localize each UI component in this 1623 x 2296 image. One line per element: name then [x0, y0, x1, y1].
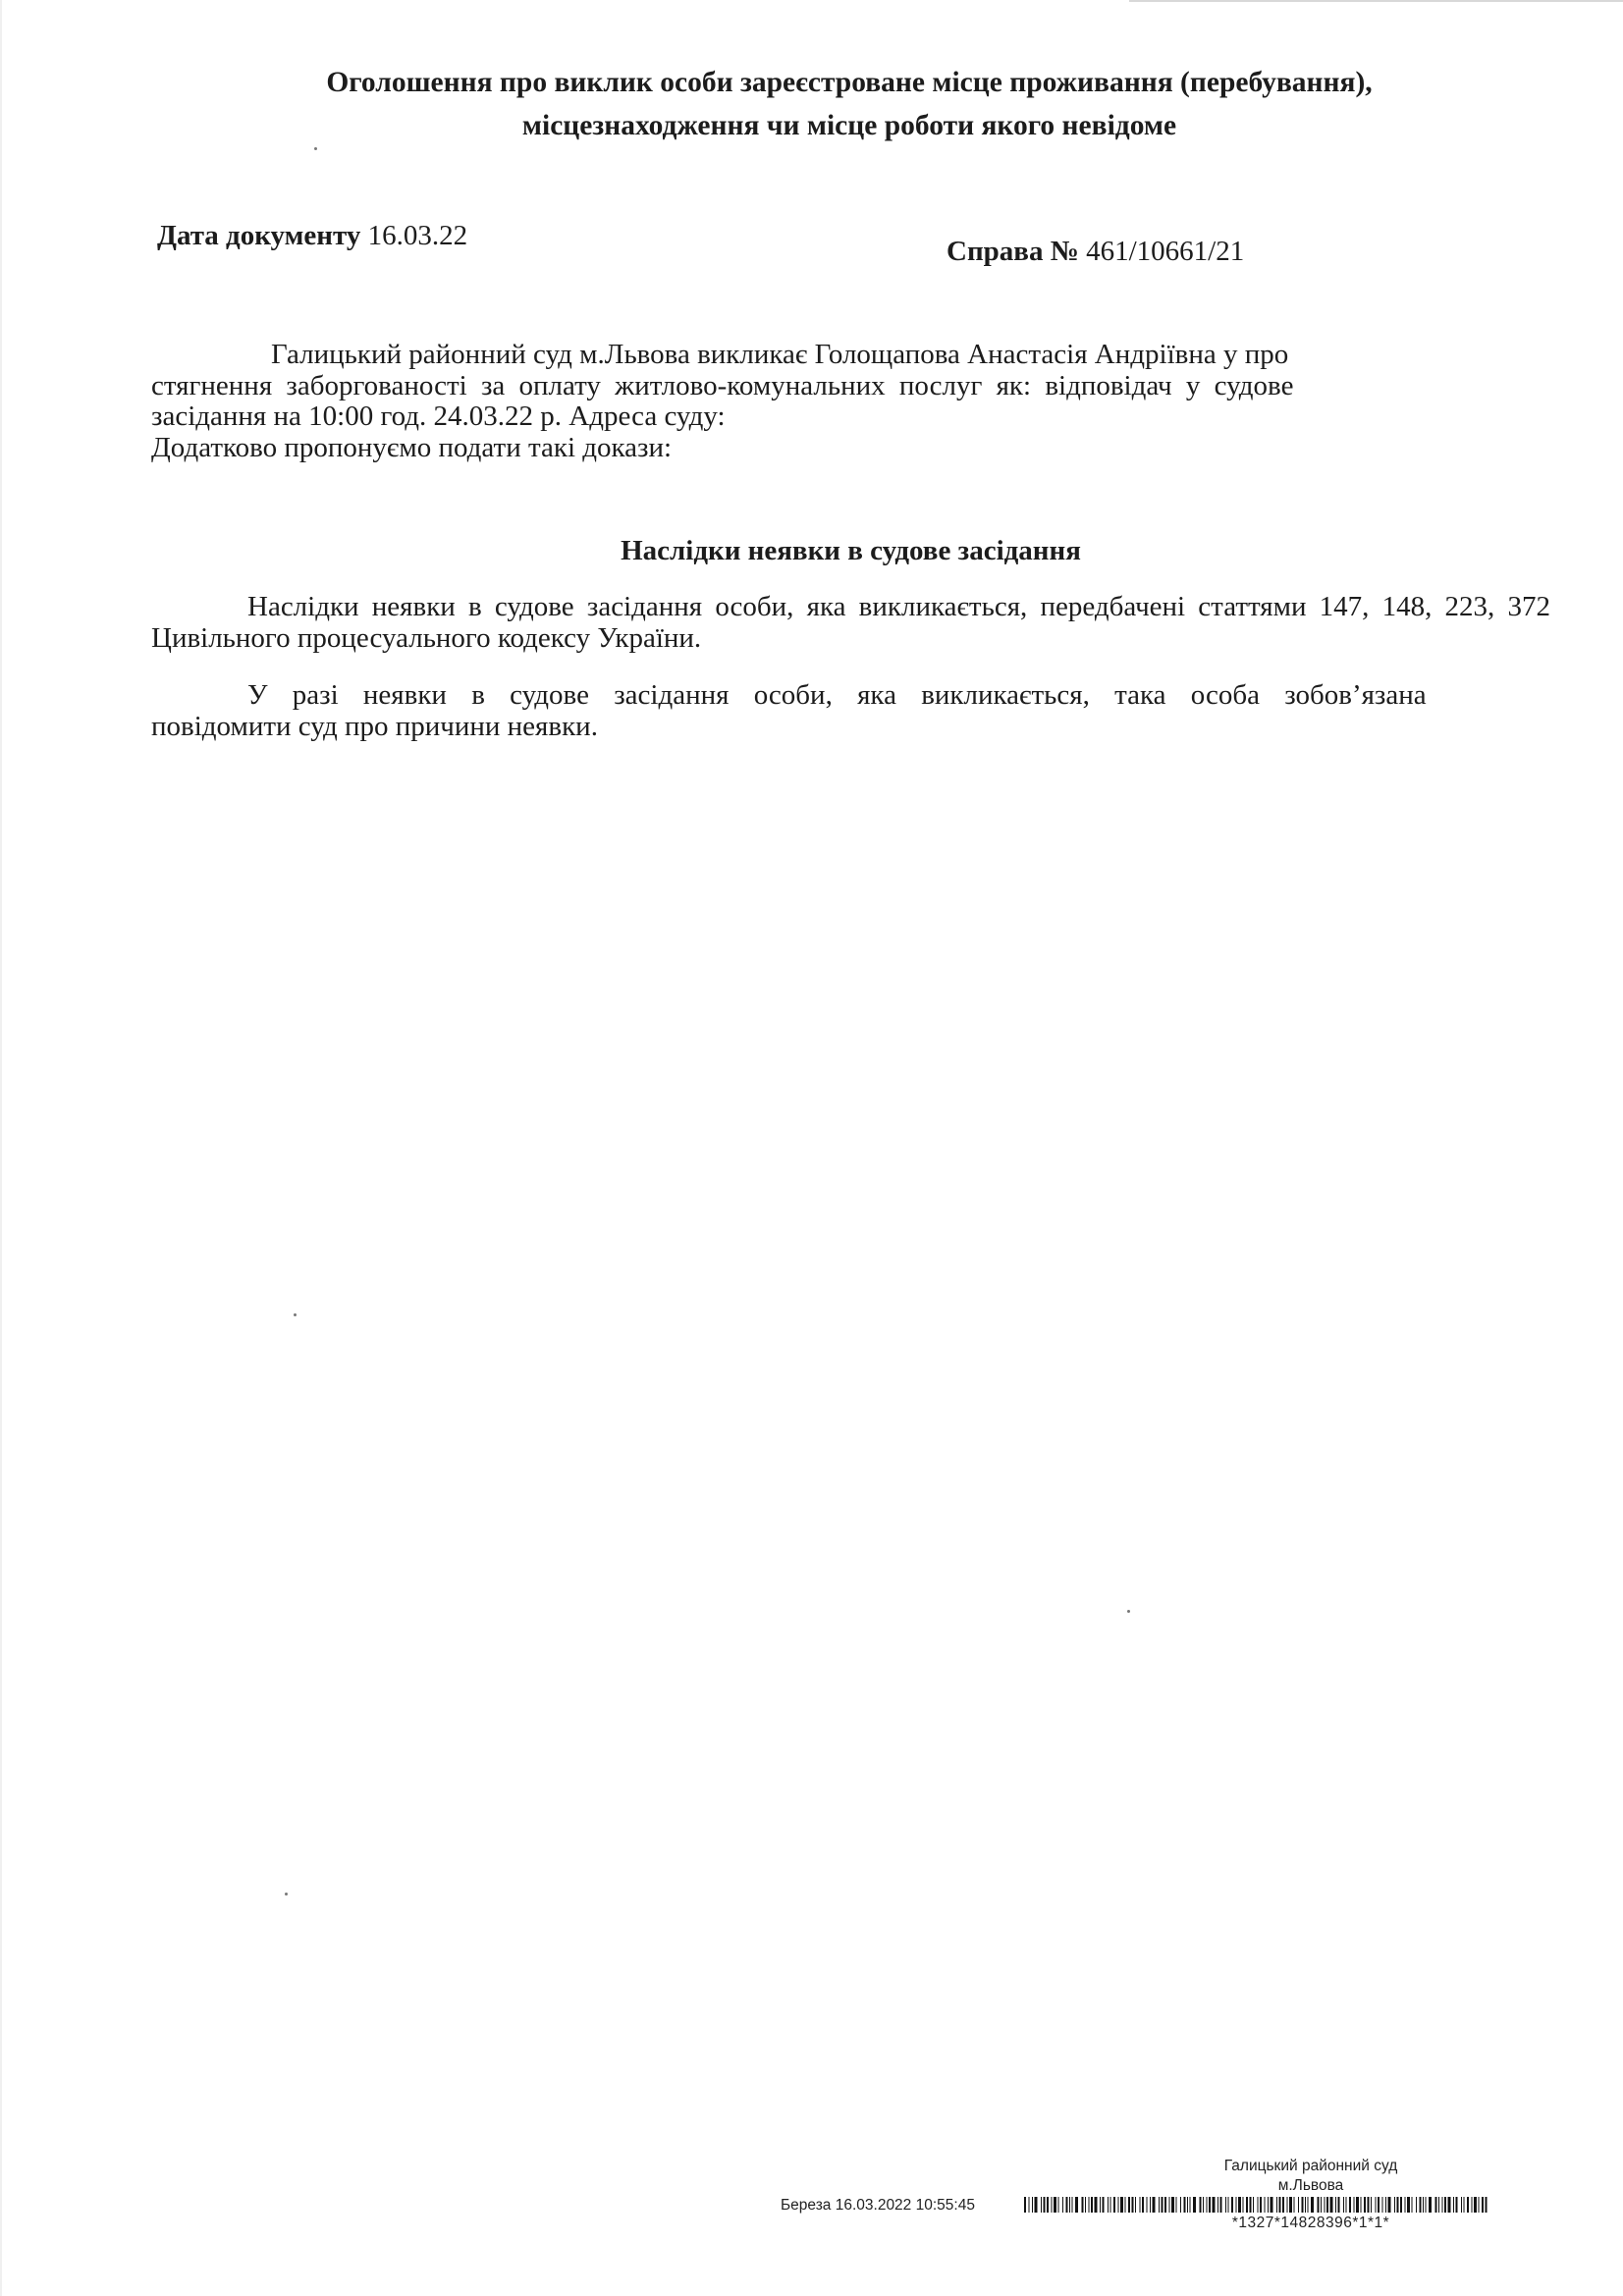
barcode-bar — [1276, 2197, 1277, 2213]
barcode-bar — [1282, 2197, 1284, 2213]
barcode-bar — [1024, 2197, 1026, 2213]
barcode-bar — [1243, 2197, 1244, 2213]
footer-barcode-text: *1327*14828396*1*1* — [1231, 2215, 1390, 2231]
barcode-bar — [1066, 2197, 1068, 2213]
barcode-bar — [1461, 2197, 1462, 2213]
barcode-bar — [1305, 2197, 1306, 2213]
barcode-bar — [1253, 2197, 1254, 2213]
consequences-paragraph-1: Наслідки неявки в судове засідання особи, яка викликається, передбачені статтями 147, 148, 223, 372 Цивільного процесуального кодексу України. — [151, 591, 1550, 654]
barcode-bar — [1159, 2197, 1160, 2213]
barcode-bar — [1474, 2197, 1477, 2213]
barcode-bar — [1118, 2197, 1119, 2213]
barcode-bar — [1260, 2197, 1262, 2213]
barcode-bar — [1346, 2197, 1347, 2213]
barcode-bar — [1142, 2197, 1144, 2213]
barcode-bar — [1349, 2197, 1351, 2213]
barcode-bar — [1035, 2197, 1038, 2213]
barcode-bar — [1228, 2197, 1229, 2213]
barcode-bar — [1041, 2197, 1042, 2213]
barcode-bar — [1052, 2197, 1053, 2213]
consequences-paragraph-2 — [151, 680, 1550, 742]
barcode-bar — [1423, 2197, 1424, 2213]
footer-registration-stamp: Береза 16.03.2022 10:55:45 — [781, 2197, 975, 2214]
barcode-bar — [1047, 2197, 1049, 2213]
consequences-paragraph-2-line-1: У разі неявки в судове засідання особи, яка викликається, така особа зобов’язана — [247, 679, 1427, 711]
barcode-bar — [1268, 2197, 1269, 2213]
barcode-bar — [1044, 2197, 1046, 2213]
barcode-bar — [1435, 2197, 1437, 2213]
barcode-bar — [1075, 2197, 1078, 2213]
barcode-bar — [1318, 2197, 1320, 2213]
barcode-bar — [1169, 2197, 1170, 2213]
document-date-value: 16.03.22 — [367, 220, 468, 251]
barcode-bar — [1029, 2197, 1030, 2213]
document-date-label: Дата документу — [157, 220, 361, 251]
barcode-bar — [1467, 2197, 1469, 2213]
barcode-bar — [1326, 2197, 1328, 2213]
summons-line-4: Додатково пропонуємо подати такі докази: — [151, 431, 673, 463]
scan-speck — [314, 147, 317, 150]
consequences-heading: Наслідки неявки в судове засідання — [621, 535, 1081, 566]
barcode-bar — [1456, 2197, 1458, 2213]
barcode-bar — [1231, 2197, 1233, 2213]
barcode-bar — [1472, 2197, 1473, 2213]
barcode-bar — [1388, 2197, 1391, 2213]
barcode-bar — [1371, 2197, 1372, 2213]
barcode-bar — [1250, 2197, 1252, 2213]
barcode-bar — [1356, 2197, 1359, 2213]
barcode-bar — [1058, 2197, 1059, 2213]
barcode-bar — [1069, 2197, 1070, 2213]
barcode-bar — [1147, 2197, 1148, 2213]
barcode-bar — [1376, 2197, 1377, 2213]
barcode-bar — [1438, 2197, 1439, 2213]
barcode-bar — [1203, 2197, 1204, 2213]
scan-edge-top — [1129, 0, 1623, 2]
summons-paragraph — [151, 340, 1550, 463]
barcode-bar — [1385, 2197, 1386, 2213]
barcode-bar — [1382, 2197, 1383, 2213]
barcode-bar — [1180, 2197, 1181, 2213]
barcode-bar — [1287, 2197, 1288, 2213]
barcode-bar — [1416, 2197, 1417, 2213]
barcode-bar — [1368, 2197, 1370, 2213]
case-number-label: Справа № — [947, 236, 1079, 267]
barcode-bar — [1184, 2197, 1186, 2213]
barcode-bar — [1302, 2197, 1304, 2213]
barcode-bar — [1103, 2197, 1105, 2213]
barcode-bar — [1335, 2197, 1336, 2213]
barcode-bar — [1442, 2197, 1443, 2213]
scan-speck — [294, 1313, 297, 1316]
barcode-bar — [1246, 2197, 1248, 2213]
barcode-bar — [1091, 2197, 1093, 2213]
barcode-bar — [1464, 2197, 1465, 2213]
barcode-bar — [1486, 2197, 1488, 2213]
barcode-bar — [1236, 2197, 1237, 2213]
case-number-value: 461/10661/21 — [1086, 236, 1245, 267]
barcode-bar — [1225, 2197, 1226, 2213]
barcode-bar — [1289, 2197, 1292, 2213]
summons-line-3: засідання на 10:00 год. 24.03.22 р. Адреса суду: — [151, 400, 726, 432]
title-line-2: місцезнаходження чи місце роботи якого невідоме — [521, 110, 1177, 141]
barcode-bar — [1482, 2197, 1484, 2213]
barcode-bar — [1412, 2197, 1413, 2213]
barcode-bar — [1265, 2197, 1266, 2213]
barcode-bar — [1343, 2197, 1344, 2213]
barcode-bar — [1113, 2197, 1115, 2213]
barcode-bar — [1085, 2197, 1086, 2213]
barcode-bar — [1271, 2197, 1273, 2213]
barcode-bar — [1082, 2197, 1084, 2213]
registry-footer — [781, 2158, 1566, 2275]
barcode-bar — [1089, 2197, 1090, 2213]
barcode-bar — [1405, 2197, 1406, 2213]
scan-edge-left — [0, 0, 2, 2296]
barcode-bar — [1294, 2197, 1295, 2213]
barcode-bar — [1187, 2197, 1188, 2213]
barcode-bar — [1308, 2197, 1309, 2213]
barcode-bar — [1200, 2197, 1202, 2213]
footer-court-name: Галицький районний суд — [1223, 2158, 1398, 2174]
barcode-bar — [1120, 2197, 1123, 2213]
summons-line-1: Галицький районний суд м.Львова викликає Голощапова Анастасія Андріївна у про — [271, 339, 1289, 370]
barcode-bar — [1095, 2197, 1098, 2213]
barcode-bar — [1125, 2197, 1126, 2213]
footer-city: м.Львова — [1277, 2177, 1344, 2194]
consequences-paragraph-2-line-2: повідомити суд про причини неявки. — [151, 710, 598, 742]
scan-speck — [1127, 1610, 1130, 1613]
title-line-1: Оголошення про виклик особи зареєстроване місце проживання (перебування), — [326, 67, 1373, 98]
barcode-bar — [1378, 2197, 1380, 2213]
barcode — [1024, 2197, 1488, 2213]
barcode-bar — [1397, 2197, 1399, 2213]
barcode-bar — [1217, 2197, 1218, 2213]
case-number — [947, 236, 1244, 268]
barcode-bar — [1330, 2197, 1333, 2213]
barcode-bar — [1258, 2197, 1259, 2213]
barcode-bar — [1032, 2197, 1033, 2213]
barcode-bar — [1054, 2197, 1056, 2213]
barcode-bar — [1132, 2197, 1134, 2213]
barcode-bar — [1209, 2197, 1211, 2213]
summons-line-2: стягнення заборгованості за оплату житлово-комунальних послуг як: відповідач у судове — [151, 369, 1294, 401]
barcode-bar — [1190, 2197, 1191, 2213]
barcode-bar — [1207, 2197, 1208, 2213]
barcode-bar — [1220, 2197, 1222, 2213]
barcode-bar — [1193, 2197, 1196, 2213]
barcode-bar — [1453, 2197, 1454, 2213]
document-title — [157, 61, 1542, 147]
barcode-bar — [1110, 2197, 1111, 2213]
barcode-bar — [1279, 2197, 1281, 2213]
barcode-bar — [1420, 2197, 1422, 2213]
barcode-bar — [1213, 2197, 1216, 2213]
barcode-bar — [1448, 2197, 1451, 2213]
barcode-bar — [1150, 2197, 1151, 2213]
barcode-bar — [1108, 2197, 1109, 2213]
barcode-bar — [1394, 2197, 1395, 2213]
barcode-bar — [1100, 2197, 1101, 2213]
barcode-bar — [1140, 2197, 1141, 2213]
barcode-bar — [1429, 2197, 1432, 2213]
barcode-bar — [1479, 2197, 1480, 2213]
barcode-bar — [1162, 2197, 1163, 2213]
barcode-bar — [1321, 2197, 1322, 2213]
barcode-bar — [1311, 2197, 1314, 2213]
barcode-bar — [1364, 2197, 1366, 2213]
barcode-bar — [1072, 2197, 1073, 2213]
barcode-bar — [1426, 2197, 1427, 2213]
barcode-bar — [1238, 2197, 1241, 2213]
barcode-bar — [1444, 2197, 1446, 2213]
barcode-bar — [1400, 2197, 1402, 2213]
barcode-bar — [1338, 2197, 1340, 2213]
barcode-bar — [1171, 2197, 1174, 2213]
document-date — [157, 220, 467, 252]
barcode-bar — [1407, 2197, 1410, 2213]
barcode-bar — [1135, 2197, 1136, 2213]
barcode-bar — [1354, 2197, 1355, 2213]
barcode-bar — [1361, 2197, 1362, 2213]
barcode-bar — [1153, 2197, 1156, 2213]
barcode-bar — [1164, 2197, 1166, 2213]
barcode-bar — [1062, 2197, 1063, 2213]
scan-speck — [285, 1893, 288, 1896]
barcode-bar — [1176, 2197, 1177, 2213]
barcode-bar — [1128, 2197, 1130, 2213]
barcode-bar — [1298, 2197, 1299, 2213]
